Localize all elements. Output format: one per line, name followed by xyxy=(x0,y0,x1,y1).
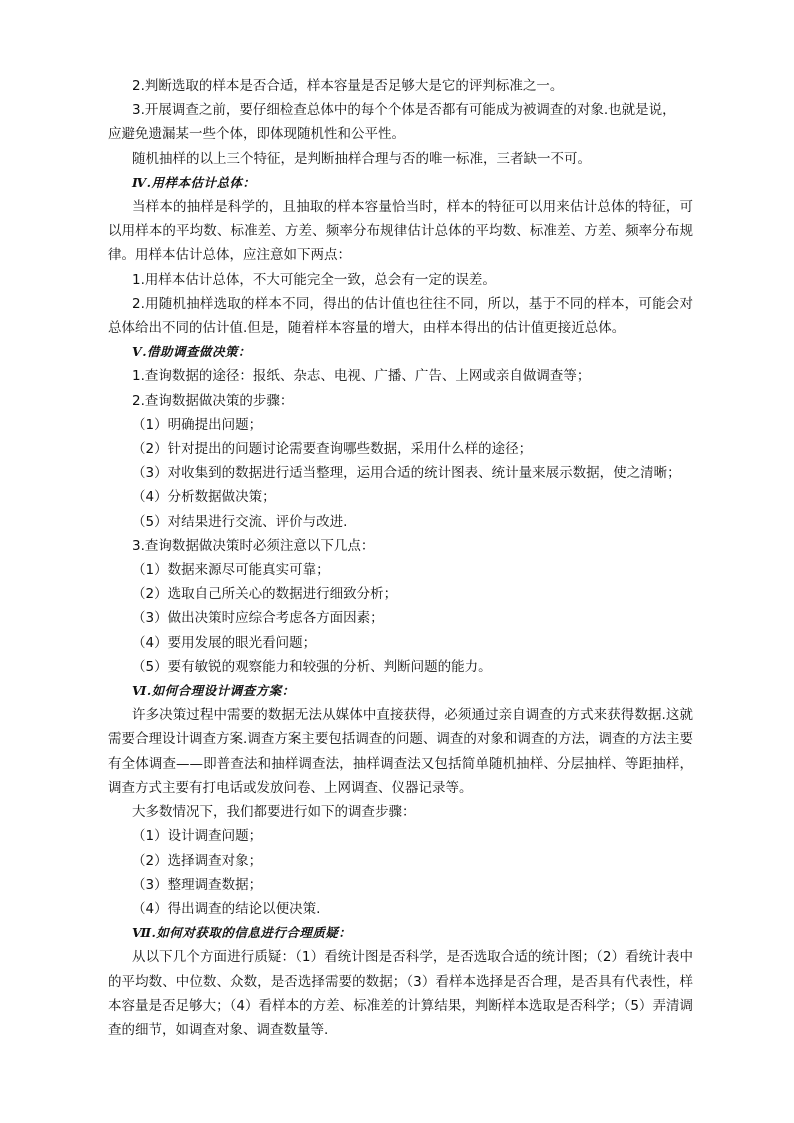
list-item: 1.用样本估计总体，不大可能完全一致，总会有一定的误差。 xyxy=(132,271,496,288)
paragraph: 从以下几个方面进行质疑：（1）看统计图是否科学，是否选取合适的统计图；（2）看统计表中的平均数、中位数、众数，是否选择需要的数据；（3）看样本选择是否合理，是否具有代表性，样本容量是否足够大；（4）看样本的方差、标准差的计算结果，判断样本选取是否科学；（5）弄清调查的细节，如调查对象、调查数量等. xyxy=(108,949,693,1038)
sub-list-item: （3）对收集到的数据进行适当整理，运用合适的统计图表、统计量来展示数据，使之清晰； xyxy=(132,465,681,482)
sub-list-item: （3）整理调查数据； xyxy=(132,876,263,893)
criterion-3: 3.开展调查之前，要仔细检查总体中的每个个体是否都有可能成为被调查的对象.也就是说， xyxy=(132,102,676,119)
sub-list-item: （3）做出决策时应综合考虑各方面因素； xyxy=(132,610,384,627)
sub-list-item: （2）选取自己所关心的数据进行细致分析； xyxy=(132,586,398,603)
sub-list-item: （5）要有敏锐的观察能力和较强的分析、判断问题的能力。 xyxy=(132,658,492,675)
sub-list-item: （2）针对提出的问题讨论需要查询哪些数据，采用什么样的途径； xyxy=(132,441,533,458)
sub-list-item: （4）要用发展的眼光看问题； xyxy=(132,634,317,651)
section-heading-4: Ⅳ.用样本估计总体： xyxy=(132,174,256,190)
sub-list-item: （1）数据来源尽可能真实可靠； xyxy=(132,562,330,579)
document-body xyxy=(108,74,693,1042)
paragraph: 当样本的抽样是科学的，且抽取的样本容量恰当时，样本的特征可以用来估计总体的特征，可以用样本的平均数、标准差、方差、频率分布规律估计总体的平均数、标准差、方差、频率分布规律。用样本估计总体，应注意如下两点： xyxy=(108,199,693,264)
criterion-2: 2.判断选取的样本是否合适，样本容量是否足够大是它的评判标准之一。 xyxy=(132,78,564,94)
list-item: 1.查询数据的途径：报纸、杂志、电视、广播、广告、上网或亲自做调查等； xyxy=(132,368,591,385)
list-item: 2.用随机抽样选取的样本不同，得出的估计值也往往不同，所以，基于不同的样本，可能会对总体给出不同的估计值.但是，随着样本容量的增大，由样本得出的估计值更接近总体。 xyxy=(108,295,693,337)
list-item: 2.查询数据做决策的步骤： xyxy=(132,392,294,409)
list-intro: 大多数情况下，我们都要进行如下的调查步骤： xyxy=(132,804,416,821)
section-heading-5: Ⅴ.借助调查做决策： xyxy=(132,344,252,360)
sub-list-item: （5）对结果进行交流、评价与改进. xyxy=(132,513,348,530)
sub-list-item: （4）得出调查的结论以便决策. xyxy=(132,900,321,917)
sub-list-item: （2）选择调查对象； xyxy=(132,852,263,869)
section-heading-6: Ⅵ.如何合理设计调查方案： xyxy=(132,683,295,699)
sub-list-item: （1）设计调查问题； xyxy=(132,828,263,845)
list-item: 3.查询数据做决策时必须注意以下几点： xyxy=(132,537,375,554)
section-heading-7: Ⅶ.如何对获取的信息进行合理质疑： xyxy=(132,925,352,941)
sub-list-item: （1）明确提出问题； xyxy=(132,416,263,433)
criterion-3-continued: 应避免遗漏某一些个体，即体现随机性和公平性。 xyxy=(108,126,405,143)
paragraph: 许多决策过程中需要的数据无法从媒体中直接获得，必须通过亲自调查的方式来获得数据.这就需要合理设计调查方案.调查方案主要包括调查的问题、调查的对象和调查的方法，调查的方法主要有全体调查——即普查法和抽样调查法，抽样调查法又包括简单随机抽样、分层抽样、等距抽样，调查方式主要有打电话或发放问卷、上网调查、仪器记录等。 xyxy=(108,707,693,796)
sub-list-item: （4）分析数据做决策； xyxy=(132,489,276,506)
criteria-summary: 随机抽样的以上三个特征，是判断抽样合理与否的唯一标准，三者缺一不可。 xyxy=(132,150,591,167)
